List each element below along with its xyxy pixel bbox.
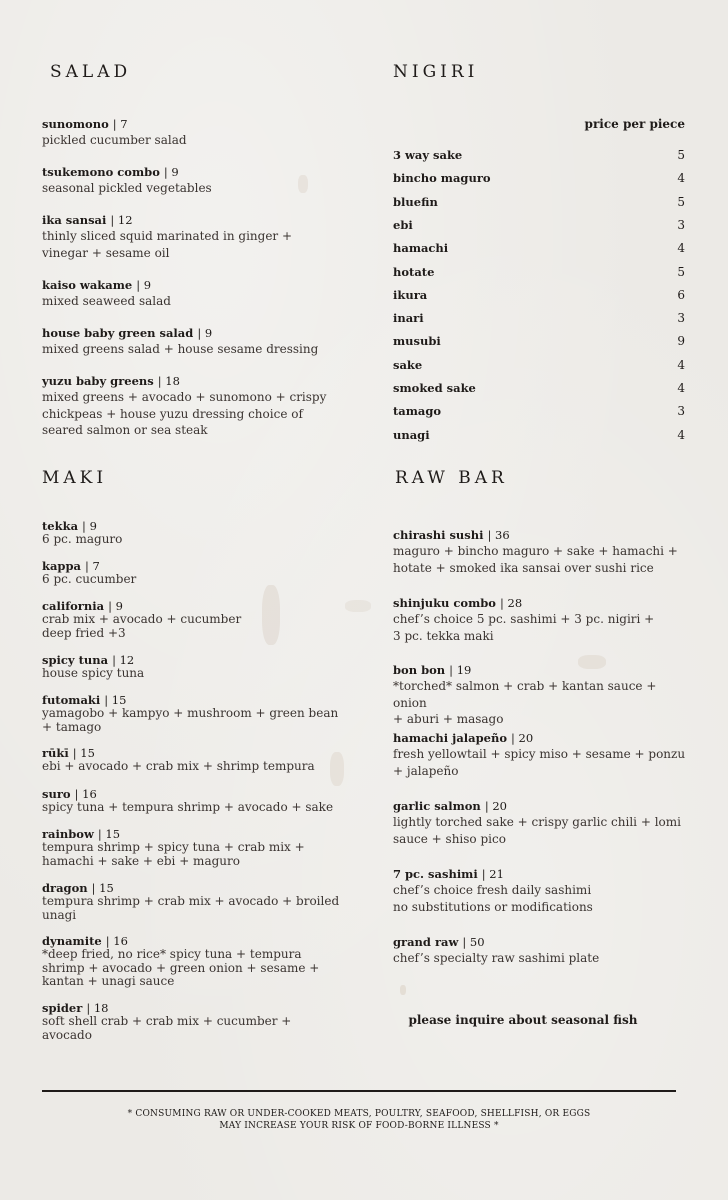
salad-heading: SALAD [50,62,132,82]
item-price: | 19 [449,663,472,677]
nigiri-row [393,428,685,442]
menu-item-description: hamachi + sake + ebi + maguro [42,853,240,868]
menu-item-description: chef’s choice fresh daily sashimi [393,883,592,897]
menu-item-description: no substitutions or modifications [393,899,593,914]
menu-item-description: lightly torched sake + crispy garlic chili + lomi [393,815,681,829]
nigiri-price: 5 [677,195,685,209]
disclaimer-line: MAY INCREASE YOUR RISK OF FOOD-BORNE ILLNESS * [219,1121,499,1131]
menu-item-description: seared salmon or sea steak [42,423,208,437]
nigiri-row [393,265,685,279]
nigiri-price: 4 [677,358,685,372]
nigiri-price: 4 [677,428,685,442]
menu-item-description: unagi [42,907,77,922]
menu-item [393,527,693,576]
item-price: | 9 [136,278,152,292]
nigiri-row [393,148,685,162]
menu-item [42,828,342,868]
nigiri-row [393,195,685,209]
nigiri-price: 4 [677,381,685,395]
nigiri-name: smoked sake [393,381,476,395]
item-title: dragon [42,881,88,895]
menu-item-name [393,730,693,746]
menu-item-description: soft shell crab + crab mix + cucumber + [42,1014,292,1028]
menu-item-name [42,373,342,389]
menu-item [393,798,693,847]
menu-item [393,934,693,967]
nigiri-row [393,334,685,348]
menu-item [42,654,342,681]
menu-item-description: + tamago [42,719,102,734]
nigiri-name: sake [393,358,423,372]
nigiri-name: ikura [393,288,428,302]
item-price: | 9 [108,599,123,613]
item-title: bon bon [393,663,446,677]
menu-item-description: tempura shrimp + crab mix + avocado + broiled [42,894,340,908]
menu-item-description: *deep fried, no rice* spicy tuna + tempura [42,947,302,961]
raw-bar-heading: RAW BAR [395,468,508,488]
menu-item [42,1002,342,1042]
menu-item-description: + aburi + masago [393,712,504,726]
menu-item-name [42,212,342,228]
nigiri-price: 3 [677,311,685,325]
item-price: | 15 [97,827,121,841]
menu-item [42,277,342,310]
menu-item-description: maguro + bincho maguro + sake + hamachi + [393,544,678,558]
nigiri-row [393,404,685,418]
menu-item-description: house spicy tuna [42,666,145,680]
nigiri-heading: NIGIRI [393,62,479,82]
item-title: grand raw [393,935,459,949]
item-title: california [42,599,105,613]
item-title: tsukemono combo [42,165,160,179]
item-price: | 15 [91,881,114,895]
menu-item-description: mixed greens + avocado + sunomono + crispy [42,390,327,404]
menu-item-description: spicy tuna + tempura shrimp + avocado + sake [42,800,334,814]
menu-item [42,212,342,261]
nigiri-name: musubi [393,334,441,348]
nigiri-row [393,358,685,372]
item-title: rainbow [42,827,94,841]
item-price: | 18 [86,1001,109,1015]
item-title: hamachi jalapeño [393,731,507,745]
item-title: house baby green salad [42,326,194,340]
nigiri-price: 5 [677,148,685,162]
nigiri-price: 9 [677,334,685,348]
footer-divider [42,1090,676,1092]
menu-item-description: 6 pc. maguro [42,532,123,546]
item-price: | 36 [487,528,510,542]
menu-item-description: thinly sliced squid marinated in ginger + [42,229,293,243]
menu-item [42,164,342,197]
nigiri-row [393,288,685,302]
menu-item-description: mixed greens salad + house sesame dressing [42,342,319,356]
menu-item-name [393,866,693,882]
menu-item [393,595,693,644]
nigiri-price: 3 [677,404,685,418]
menu-item-description: *torched* salmon + crab + kantan sauce + onion [393,679,657,710]
item-title: spider [42,1001,83,1015]
menu-item-description: yamagobo + kampyo + mushroom + green bean [42,706,339,720]
nigiri-name: ebi [393,218,413,232]
item-title: chirashi sushi [393,528,484,542]
menu-item-name [393,662,693,678]
menu-item [42,788,342,815]
nigiri-price: 5 [677,265,685,279]
menu-item [42,600,342,640]
menu-item-description: seasonal pickled vegetables [42,181,212,195]
item-price: | 9 [163,165,179,179]
item-price: | 9 [197,326,213,340]
nigiri-name: hotate [393,265,435,279]
menu-item-description: tempura shrimp + spicy tuna + crab mix + [42,840,305,854]
menu-item-name [42,277,342,293]
item-title: ika sansai [42,213,107,227]
menu-item-name [393,527,693,543]
item-title: garlic salmon [393,799,481,813]
menu-item [393,730,693,779]
paper-fleck [400,985,406,995]
nigiri-name: 3 way sake [393,148,463,162]
item-title: 7 pc. sashimi [393,867,478,881]
nigiri-row [393,218,685,232]
nigiri-price: 3 [677,218,685,232]
item-price: | 7 [112,117,128,131]
nigiri-row [393,311,685,325]
nigiri-row [393,241,685,255]
nigiri-name: tamago [393,404,442,418]
menu-item-description: + jalapeño [393,763,459,778]
item-title: spicy tuna [42,653,109,667]
menu-item-name [42,116,342,132]
item-title: suro [42,787,71,801]
menu-item-description: mixed seaweed salad [42,294,171,308]
item-price: | 15 [72,746,95,760]
item-price: | 7 [84,559,100,573]
menu-item [42,116,342,149]
menu-item-description: chef’s specialty raw sashimi plate [393,951,600,965]
item-price: | 21 [481,867,504,881]
item-price: | 12 [112,653,135,667]
item-title: rūkī [42,746,69,760]
menu-item [42,373,342,439]
item-price: | 12 [110,213,133,227]
nigiri-row [393,171,685,185]
maki-heading: MAKI [42,468,108,488]
menu-item [42,325,342,358]
item-price: | 28 [500,596,523,610]
nigiri-price: 6 [677,288,685,302]
nigiri-price: 4 [677,171,685,185]
menu-item [42,935,342,989]
menu-item-description: chickpeas + house yuzu dressing choice of [42,406,303,421]
menu-item-description: shrimp + avocado + green onion + sesame + [42,960,320,975]
item-title: shinjuku combo [393,596,496,610]
menu-item-description: vinegar + sesame oil [42,245,170,260]
item-price: | 20 [484,799,507,813]
price-per-piece-note: price per piece [584,117,685,131]
food-safety-disclaimer [42,1108,676,1132]
nigiri-row [393,381,685,395]
menu-item-description: 3 pc. tekka maki [393,628,494,643]
item-title: yuzu baby greens [42,374,154,388]
item-price: | 16 [74,787,97,801]
item-price: | 16 [105,934,128,948]
seasonal-fish-note: please inquire about seasonal fish [408,1013,638,1027]
item-price: | 50 [462,935,485,949]
item-title: futomaki [42,693,101,707]
menu-item-description: 6 pc. cucumber [42,572,137,586]
menu-item [42,882,342,922]
menu-item [42,694,342,734]
menu-item-description: hotate + smoked ika sansai over sushi rice [393,560,654,575]
menu-item-description: sauce + shiso pico [393,831,506,846]
menu-item-description: chef’s choice 5 pc. sashimi + 3 pc. nigiri + [393,612,655,626]
item-price: | 15 [104,693,127,707]
menu-item-description: fresh yellowtail + spicy miso + sesame + ponzu [393,747,686,761]
item-title: sunomono [42,117,109,131]
item-title: kappa [42,559,81,573]
menu-item [42,560,342,587]
item-price: | 18 [157,374,180,388]
menu-item-description: pickled cucumber salad [42,133,187,147]
menu-item [42,520,342,547]
menu-item-description: kantan + unagi sauce [42,974,175,988]
menu-item [393,866,693,915]
nigiri-name: hamachi [393,241,449,255]
menu-item-name [393,595,693,611]
menu-item [393,662,693,728]
menu-item-name [42,164,342,180]
nigiri-name: unagi [393,428,430,442]
menu-item [42,747,342,774]
menu-item-name [393,798,693,814]
item-price: | 9 [82,519,97,533]
nigiri-name: bincho maguro [393,171,491,185]
paper-fleck [345,600,371,612]
item-price: | 20 [511,731,534,745]
nigiri-price: 4 [677,241,685,255]
item-title: kaiso wakame [42,278,133,292]
item-title: tekka [42,519,79,533]
menu-item-description: avocado [42,1027,92,1042]
menu-item-description: ebi + avocado + crab mix + shrimp tempura [42,759,315,773]
nigiri-name: bluefin [393,195,438,209]
item-title: dynamite [42,934,102,948]
nigiri-name: inari [393,311,424,325]
menu-item-name [42,325,342,341]
disclaimer-line: * CONSUMING RAW OR UNDER-COOKED MEATS, POULTRY, SEAFOOD, SHELLFISH, OR EGGS [127,1109,591,1119]
menu-item-description: deep fried +3 [42,625,126,640]
menu-item-name [393,934,693,950]
menu-item-description: crab mix + avocado + cucumber [42,612,242,626]
